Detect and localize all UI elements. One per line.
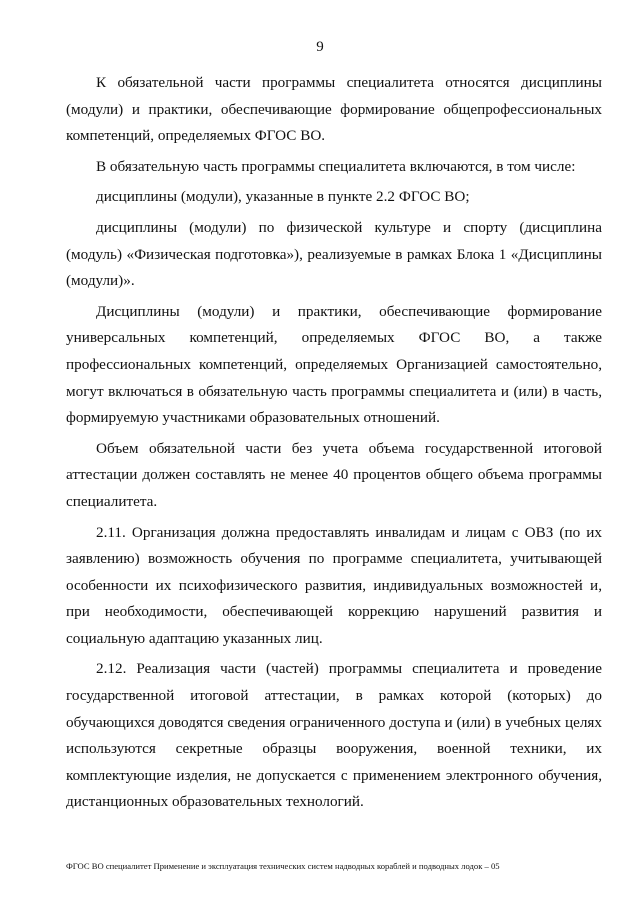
paragraph-clause-2-12: 2.12. Реализация части (частей) программы специалитета и проведение государственной итоговой аттестации, в рамках которой (которых) до обучающихся доводятся сведения ограниченного доступа и (или) в учебных целях используются секретные образцы вооружения, военной техники, их комплектующие изделия, не допускается с применением электронного обучения, дистанционных образовательных технологий. — [66, 660, 602, 811]
document-footer: ФГОС ВО специалитет Применение и эксплуатация технических систем надводных кораблей и подводных лодок – 05 — [66, 861, 500, 871]
paragraph-disciplines-2-2: дисциплины (модули), указанные в пункте 2.2 ФГОС ВО; — [96, 188, 470, 206]
paragraph-physical-culture: дисциплины (модули) по физической культуре и спорту (дисциплина (модуль) «Физическая подготовка»), реализуемые в рамках Блока 1 «Дисциплины (модули)». — [66, 218, 602, 290]
paragraph-volume-requirement: Объем обязательной части без учета объема государственной итоговой аттестации должен составлять не менее 40 процентов общего объема программы специалитета. — [66, 439, 602, 510]
paragraph-clause-2-11: 2.11. Организация должна предоставлять инвалидам и лицам с ОВЗ (по их заявлению) возможность обучения по программе специалитета, учитывающей особенности их психофизического развития, индивидуальных возможностей и, при необходимости, обеспечивающей коррекцию нарушений развития и социальную адаптацию указанных лиц. — [66, 523, 602, 647]
paragraph-included-items: В обязательную часть программы специалитета включаются, в том числе: — [96, 157, 576, 175]
paragraph-universal-competencies: Дисциплины (модули) и практики, обеспечивающие формирование универсальных компетенций, определяемых ФГОС ВО, а также профессиональных компетенций, определяемых Организацией самостоятельно, могут включаться в обязательную часть программы специалитета и (или) в часть, формируемую участниками образовательных отношений. — [66, 302, 602, 427]
document-body — [66, 70, 602, 820]
paragraph-mandatory-part: К обязательной части программы специалитета относятся дисциплины (модули) и практики, обеспечивающие формирование общепрофессиональных компетенций, определяемых ФГОС ВО. — [66, 74, 602, 145]
page-number: 9 — [316, 39, 324, 55]
